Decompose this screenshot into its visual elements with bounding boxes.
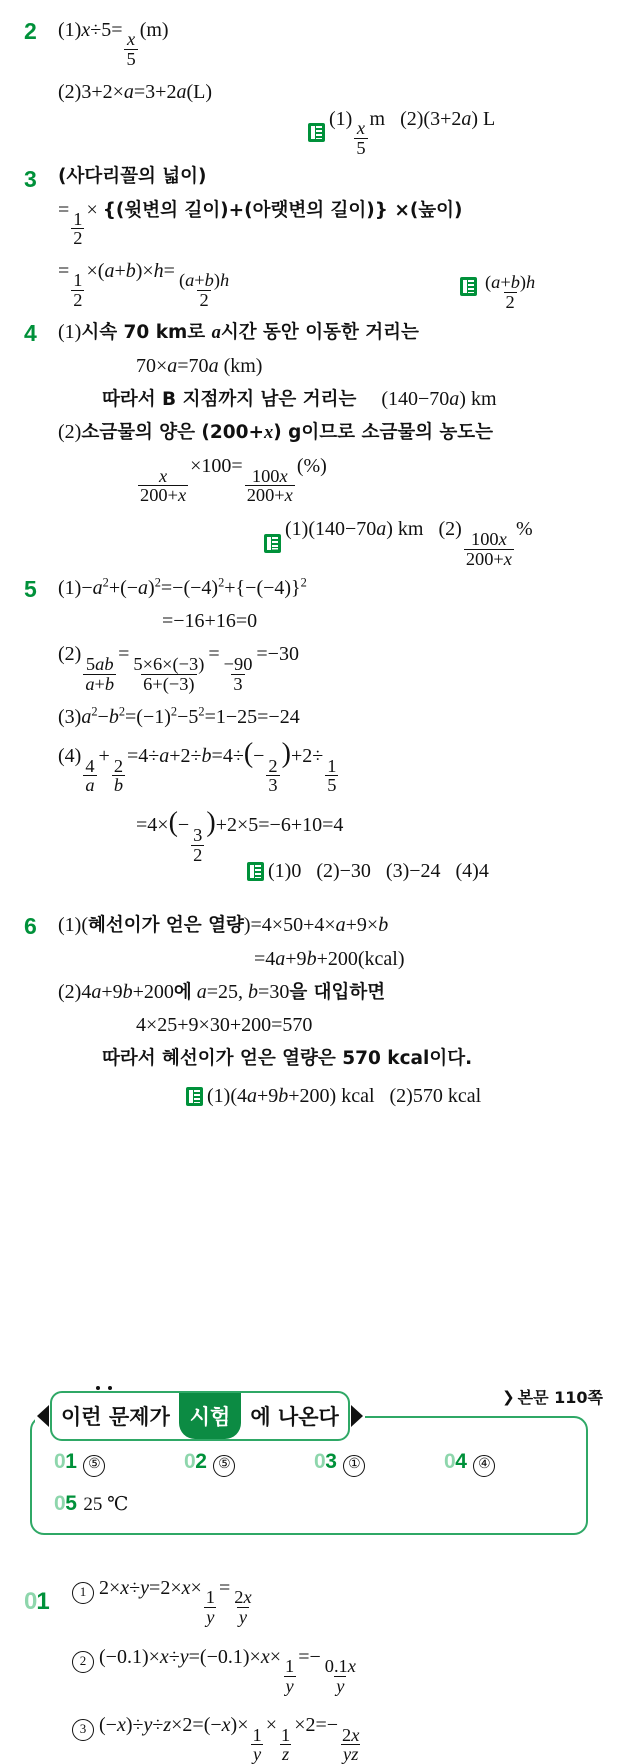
solution-line: (2)3+2×a=3+2a(L) [58, 80, 212, 103]
exam-answer-value: ① [343, 1455, 365, 1477]
solution-line: $\frac{x}{200+x}$ ×100= $\frac{100x}{200+x}$ (%) [140, 454, 327, 506]
chevron-right-icon: ❯ [502, 1387, 515, 1406]
problem-block-4 [24, 322, 497, 505]
problem-block-6 [24, 915, 472, 1069]
problem-block-5 [24, 575, 344, 865]
right-arrow-icon [351, 1405, 363, 1427]
solution-line: 3 (−x)÷y÷z×2=(−x)× $\frac{1}{y}$ × $\frac{1}{z}$ ×2=− $\frac{2x}{yz}$ [72, 1715, 363, 1764]
solution-line: (2)소금물의 양은 (200+x) g이므로 소금물의 농도는 [58, 421, 493, 443]
solution-line: (2) $\frac{5ab}{a+b}$ = $\frac{5\times 6\times(-3)}{6+(-3)}$ = $\frac{-90}{3}$ =−30 [58, 643, 299, 694]
solution-line: 2 (−0.1)×x÷y=(−0.1)×x× $\frac{1}{y}$ =− $\frac{0.1x}{y}$ [72, 1647, 363, 1696]
problem-number-6: 6 [24, 913, 37, 939]
exam-title-right: 에 나온다 [250, 1405, 339, 1429]
exam-box-title-tab [35, 1393, 365, 1439]
exam-answer-value: ④ [473, 1455, 495, 1477]
solution-line: = $\frac{1}{2}$ × {(윗변의 길이)+(아랫변의 길이)} ×(높이) [58, 198, 463, 249]
solution-line: 따라서 B 지점까지 남은 거리는 (140−70a) km [102, 387, 497, 410]
solution-line: (2)4a+9b+200에 a=25, b=30을 대입하면 [58, 980, 386, 1003]
solution-line: (1)시속 70 km로 a시간 동안 이동한 거리는 [58, 321, 419, 343]
exam-answer-number: 04 [444, 1450, 467, 1473]
exam-title-left: 이런 문제가 [61, 1405, 170, 1429]
answer-text: $\frac{(a+b)h}{2}$ [485, 272, 536, 312]
problem-3-lines [58, 168, 463, 310]
left-arrow-icon [37, 1405, 49, 1427]
answer-row-4 [264, 518, 533, 569]
solution-line: $(3)a^2-b^2=(-1)^2-5^2=1-25=-24$ [58, 703, 300, 728]
problem-number-4: 4 [24, 320, 37, 346]
choice-1-marker: 1 [72, 1582, 94, 1604]
exam-answer-04 [444, 1450, 495, 1477]
answer-text: (1)(4a+9b+200) kcal (2)570 kcal [207, 1085, 482, 1107]
page-reference[interactable] [502, 1385, 603, 1408]
exam-answer-03 [314, 1450, 365, 1477]
exam-answer-value: 25 ℃ [83, 1494, 129, 1515]
exam-answer-02 [184, 1450, 235, 1477]
exam-answer-05 [54, 1492, 128, 1516]
solution-line: 70×a=70a (km) [136, 354, 263, 377]
solution-line: 4×25+9×30+200=570 [136, 1014, 313, 1036]
emphasis-dots [96, 1386, 112, 1390]
answer-text: (1)0 (2)−30 (3)−24 (4)4 [268, 860, 489, 882]
answer-text: (1)(140−70a) km (2) $\frac{100x}{200+x}$ % [285, 518, 533, 569]
solution-line: $(1)-a^2+(-a)^2=-(-4)^2+\{-(-4)\}^2$ [58, 575, 307, 599]
bottom-problem-number: 01 [24, 1588, 49, 1615]
solution-line: (4) $\frac{4}{a}$ + $\frac{2}{b}$ =4÷a+2÷b=4÷(− $\frac{2}{3}$ )+2÷ $\frac{1}{5}$ [58, 737, 337, 796]
exam-answer-number: 05 [54, 1492, 77, 1515]
answer-row-5 [247, 860, 489, 883]
exam-answer-number: 02 [184, 1450, 207, 1473]
solution-line: (1)x÷5= $\frac{x}{5}$ (m) [58, 19, 169, 69]
problem-5-lines [58, 575, 344, 865]
problem-block-2 [24, 20, 212, 102]
exam-answer-01 [54, 1450, 105, 1477]
exam-answer-number: 03 [314, 1450, 337, 1473]
answer-sheet-icon [247, 862, 264, 881]
exam-title-highlight: 시험 [179, 1393, 242, 1439]
answer-row-2 [308, 108, 495, 158]
choice-2-marker: 2 [72, 1651, 94, 1673]
solution-line: 따라서 혜선이가 얻은 열량은 570 kcal이다. [102, 1048, 473, 1069]
problem-2-lines [58, 20, 212, 102]
solution-line: = $\frac{1}{2}$ ×(a+b)×h= $\frac{(a+b)h}{2}$ [58, 260, 230, 311]
problem-block-3 [24, 168, 463, 310]
solution-line: (사다리꼴의 넓이) [58, 166, 207, 187]
choice-3-marker: 3 [72, 1719, 94, 1741]
exam-answer-value: ⑤ [83, 1455, 105, 1477]
bottom-problem-lines [72, 1578, 363, 1764]
solution-line: (1)(혜선이가 얻은 열량)=4×50+4×a+9×b [58, 914, 389, 936]
exam-answer-value: ⑤ [213, 1455, 235, 1477]
answer-text: (1) $\frac{x}{5}$ m (2)(3+2a) L [329, 108, 496, 158]
answer-sheet-icon [186, 1087, 203, 1106]
answer-sheet-icon [264, 534, 281, 553]
problem-number-3: 3 [24, 166, 37, 192]
solution-line: =4a+9b+200(kcal) [254, 947, 405, 970]
problem-number-5: 5 [24, 576, 37, 602]
problem-4-lines [58, 322, 497, 505]
problem-6-lines [58, 915, 472, 1069]
solution-line: =4×(− $\frac{3}{2}$ )+2×5=−6+10=4 [136, 807, 344, 865]
answer-row-3 [460, 262, 539, 312]
solution-line: 1 2×x÷y=2×x× $\frac{1}{y}$ = $\frac{2x}{y}$ [72, 1578, 363, 1627]
answer-sheet-icon [460, 277, 477, 296]
solution-line: =−16+16=0 [162, 610, 258, 632]
answer-row-6 [186, 1085, 481, 1108]
answer-sheet-icon [308, 123, 325, 142]
page-reference-label: 본문 110쪽 [517, 1388, 603, 1407]
exam-answer-number: 01 [54, 1450, 77, 1473]
title-pill [50, 1391, 350, 1441]
problem-number-2: 2 [24, 18, 37, 44]
